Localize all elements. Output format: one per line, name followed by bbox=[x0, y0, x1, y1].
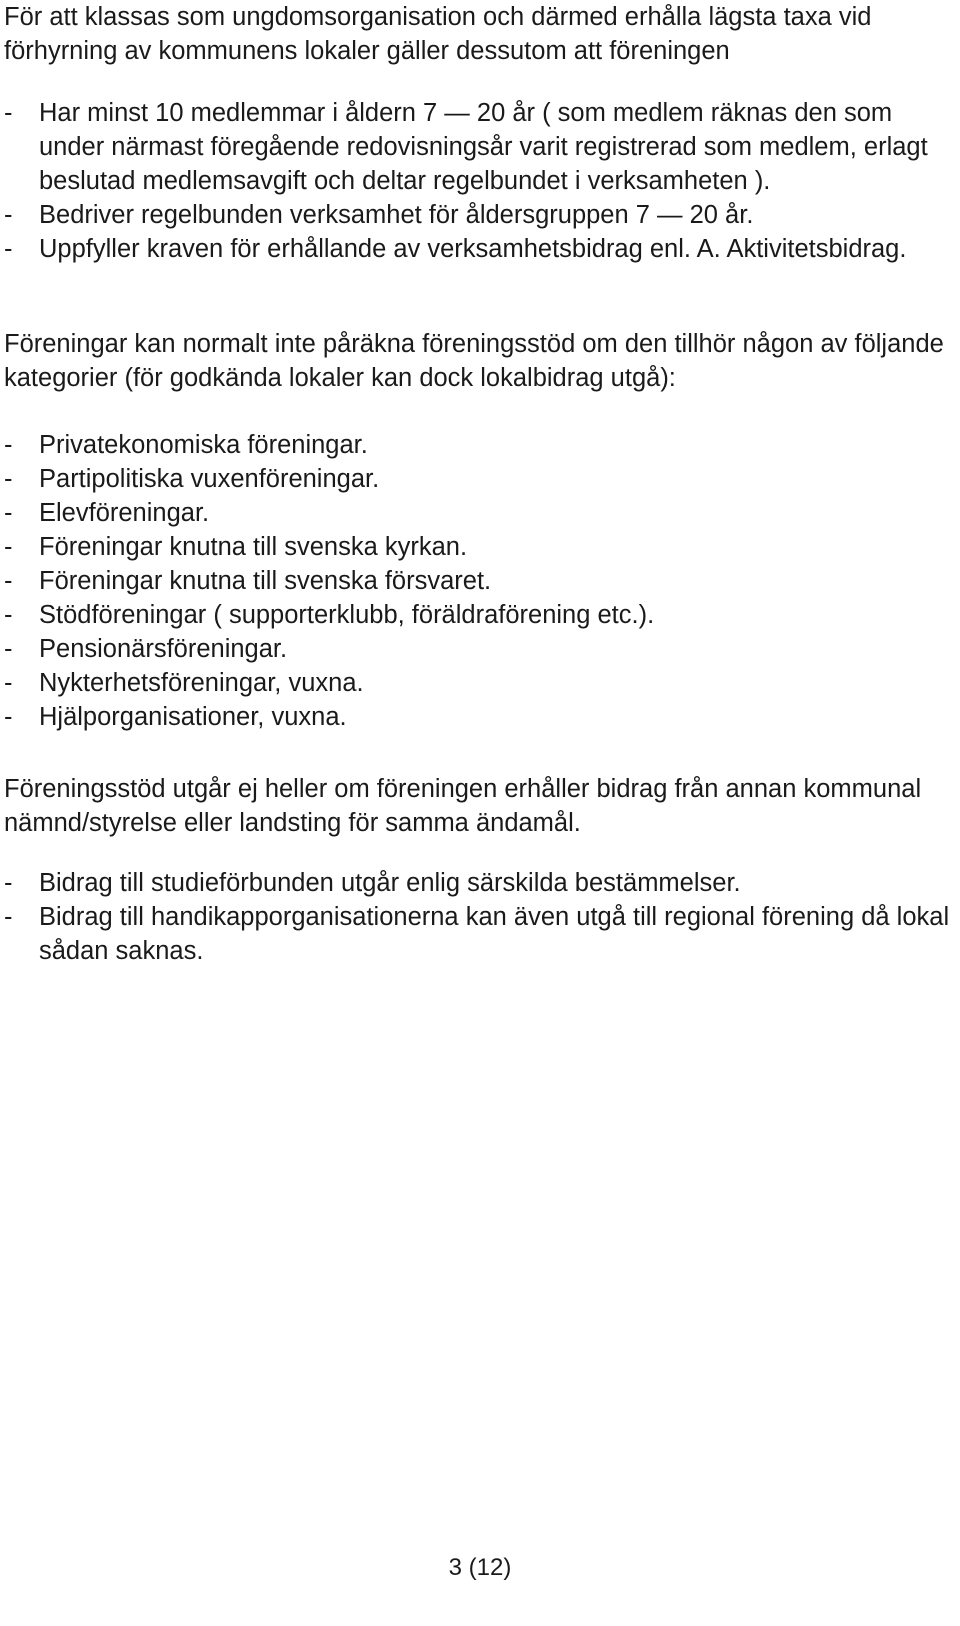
requirement-item bbox=[4, 96, 956, 198]
list-item-text: Uppfyller kraven för erhållande av verksamhetsbidrag enl. A. Aktivitetsbidrag. bbox=[39, 235, 907, 263]
dash-bullet: - bbox=[4, 201, 13, 229]
youth-org-requirements-list bbox=[4, 96, 956, 266]
list-item-text: Hjälporganisationer, vuxna. bbox=[39, 703, 347, 731]
page-number: 3 (12) bbox=[448, 1554, 512, 1581]
list-item-text: Föreningar knutna till svenska kyrkan. bbox=[39, 533, 468, 561]
category-item bbox=[4, 564, 956, 598]
category-item bbox=[4, 496, 956, 530]
excluded-categories-list bbox=[4, 428, 956, 734]
dash-bullet: - bbox=[4, 703, 13, 731]
dash-bullet: - bbox=[4, 499, 13, 527]
dash-bullet: - bbox=[4, 235, 13, 263]
excluded-categories-paragraph: Föreningar kan normalt inte påräkna föreningsstöd om den tillhör någon av följande kategorier (för godkända lokaler kan dock lokalbidrag utgå): bbox=[4, 330, 944, 392]
list-item-text: Privatekonomiska föreningar. bbox=[39, 431, 368, 459]
category-item bbox=[4, 462, 956, 496]
category-item bbox=[4, 530, 956, 564]
category-item bbox=[4, 700, 956, 734]
list-item-text: Bidrag till studieförbunden utgår enlig särskilda bestämmelser. bbox=[39, 869, 741, 897]
category-item bbox=[4, 666, 956, 700]
dash-bullet: - bbox=[4, 669, 13, 697]
grant-item bbox=[4, 866, 956, 900]
list-item-text: Elevföreningar. bbox=[39, 499, 210, 527]
requirement-item bbox=[4, 198, 956, 232]
dash-bullet: - bbox=[4, 903, 13, 931]
category-item bbox=[4, 428, 956, 462]
dash-bullet: - bbox=[4, 465, 13, 493]
requirement-item bbox=[4, 232, 956, 266]
dash-bullet: - bbox=[4, 431, 13, 459]
dash-bullet: - bbox=[4, 869, 13, 897]
dash-bullet: - bbox=[4, 635, 13, 663]
list-item-text: Nykterhetsföreningar, vuxna. bbox=[39, 669, 364, 697]
document-page bbox=[4, 0, 956, 968]
list-item-text: Stödföreningar ( supporterklubb, föräldraförening etc.). bbox=[39, 601, 655, 629]
dash-bullet: - bbox=[4, 601, 13, 629]
dash-bullet: - bbox=[4, 567, 13, 595]
list-item-text: Partipolitiska vuxenföreningar. bbox=[39, 465, 380, 493]
list-item-text: Bedriver regelbunden verksamhet för åldersgruppen 7 — 20 år. bbox=[39, 201, 754, 229]
grant-item bbox=[4, 900, 956, 968]
category-item bbox=[4, 632, 956, 666]
list-item-text: Har minst 10 medlemmar i åldern 7 — 20 år ( som medlem räknas den som under närmast föregående redovisningsår varit registrerad som medlem, erlagt beslutad medlemsavgift och deltar regelbundet i verksamheten ). bbox=[39, 99, 928, 195]
special-grants-list bbox=[4, 866, 956, 968]
intro-paragraph: För att klassas som ungdomsorganisation och därmed erhålla lägsta taxa vid förhyrning av kommunens lokaler gäller dessutom att föreningen bbox=[4, 3, 872, 65]
list-item-text: Pensionärsföreningar. bbox=[39, 635, 288, 663]
list-item-text: Bidrag till handikapporganisationerna kan även utgå till regional förening då lokal sådan saknas. bbox=[39, 903, 950, 965]
other-funding-paragraph: Föreningsstöd utgår ej heller om föreningen erhåller bidrag från annan kommunal nämnd/styrelse eller landsting för samma ändamål. bbox=[4, 775, 922, 837]
dash-bullet: - bbox=[4, 99, 13, 127]
dash-bullet: - bbox=[4, 533, 13, 561]
list-item-text: Föreningar knutna till svenska försvaret. bbox=[39, 567, 492, 595]
category-item bbox=[4, 598, 956, 632]
